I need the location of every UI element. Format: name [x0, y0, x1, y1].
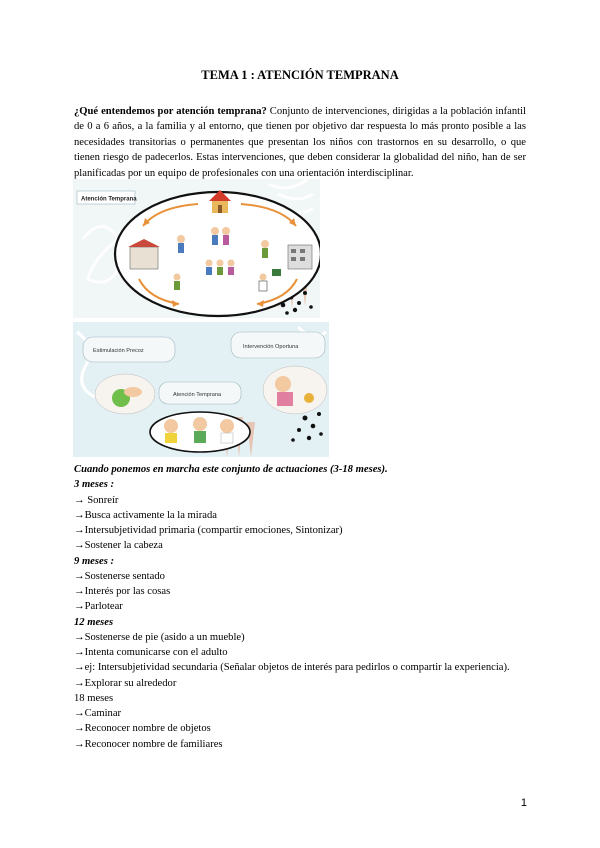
list-item: →Intersubjetividad primaria (compartir emociones, Sintonizar) — [74, 525, 343, 536]
list-item: →Reconocer nombre de familiares — [74, 738, 223, 750]
list-item: →Parlotear — [74, 601, 123, 613]
page-number: 1 — [520, 797, 527, 809]
label-estimulacion-precoz: Estimulación Precoz — [93, 348, 144, 354]
list-item: →Interés por las cosas — [74, 586, 171, 597]
milestones-section — [74, 462, 526, 752]
intro-question: ¿Qué entendemos por atención temprana? — [74, 106, 267, 117]
list-item: →Intenta comunicarse con el adulto — [74, 647, 228, 658]
label-intervencion-oportuna: Intervención Oportuna — [243, 344, 299, 350]
list-item: →Reconocer nombre de objetos — [74, 723, 211, 735]
list-item: →Sostenerse sentado — [74, 570, 165, 582]
list-item: →Explorar su alrededor — [74, 677, 177, 689]
atencion-temprana-diagram — [73, 179, 320, 318]
list-item: →Sostenerse de pie (asido a un mueble) — [74, 631, 245, 643]
section-heading: Cuando ponemos en marcha este conjunto de actuaciones (3-18 meses). — [74, 464, 388, 475]
list-item: →Sostener la cabeza — [74, 540, 163, 552]
list-item: → Sonreír — [74, 494, 119, 506]
group-label: 12 meses — [74, 616, 114, 628]
intro-text: Conjunto de intervenciones, dirigidas a la población infantil de 0 a 6 años, a la familia y al entorno, que tienen por objetivo dar respuesta lo más pronto posible a las necesidades transitorias o permanentes que presentan los niños con trastornos en su desarrollo, o que tienen riesgo de padecerlos. Estas intervenciones, que deben considerar la globalidad del niño, han de ser planificadas por un equipo de profesionales con una orientación interdisciplinar. — [74, 106, 526, 179]
label-atencion-temprana: Atención Temprana — [173, 392, 222, 398]
group-label: 18 meses — [74, 692, 114, 704]
list-item: →Caminar — [74, 708, 122, 719]
intro-paragraph — [74, 104, 526, 181]
list-item: →ej: Intersubjetividad secundaria (Señalar objetos de interés para pedirlos o compartir la experiencia). — [74, 662, 510, 674]
diagram-label: Atención Temprana — [81, 196, 137, 203]
group-label: 3 meses : — [74, 479, 115, 491]
concepts-image — [73, 322, 329, 457]
page-title: TEMA 1 : ATENCIÓN TEMPRANA — [201, 68, 399, 82]
group-label: 9 meses : — [74, 555, 115, 567]
list-item: →Busca activamente la la mirada — [74, 509, 217, 521]
